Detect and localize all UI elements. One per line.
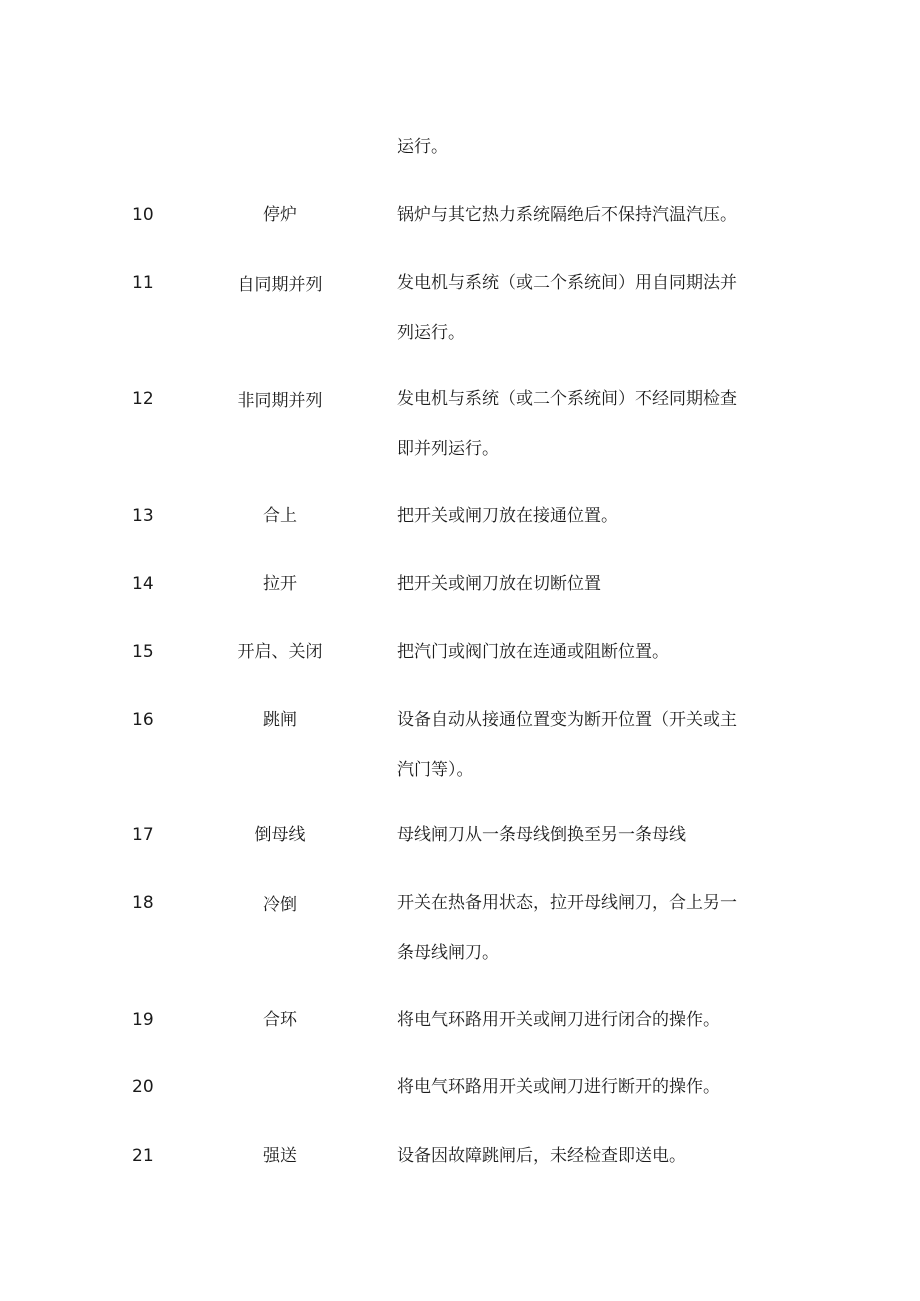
row-term: 拉开	[263, 574, 297, 594]
row-definition: 开关在热备用状态，拉开母线闸刀，合上另一	[397, 893, 737, 913]
row-definition: 设备自动从接通位置变为断开位置（开关或主	[397, 710, 737, 730]
row-number: 18	[132, 893, 154, 913]
row-definition-continued: 条母线闸刀。	[397, 943, 499, 963]
row-term: 跳闸	[263, 710, 297, 730]
row-number: 17	[132, 825, 154, 845]
row-definition: 把开关或闸刀放在切断位置	[397, 574, 601, 594]
row-definition: 发电机与系统（或二个系统间）不经同期检查	[397, 389, 737, 409]
row-term: 开启、关闭	[237, 642, 323, 662]
row-term: 冷倒	[263, 895, 297, 915]
row-number: 15	[132, 642, 154, 662]
row-term: 强送	[263, 1146, 297, 1166]
row-definition: 将电气环路用开关或闸刀进行断开的操作。	[397, 1077, 720, 1097]
row-definition: 把汽门或阀门放在连通或阻断位置。	[397, 642, 669, 662]
row-number: 11	[132, 273, 154, 293]
row-definition: 把开关或闸刀放在接通位置。	[397, 506, 618, 526]
row-definition: 母线闸刀从一条母线倒换至另一条母线	[397, 825, 686, 845]
row-number: 12	[132, 389, 154, 409]
row-number: 21	[132, 1146, 154, 1166]
row-term: 倒母线	[254, 825, 306, 845]
row-term: 停炉	[263, 205, 297, 225]
row-term: 非同期并列	[237, 391, 323, 411]
row-number: 19	[132, 1010, 154, 1030]
row-definition: 将电气环路用开关或闸刀进行闭合的操作。	[397, 1010, 720, 1030]
row-definition-continued: 汽门等）。	[397, 760, 474, 780]
row-number: 14	[132, 574, 154, 594]
row-number: 13	[132, 506, 154, 526]
row-number: 20	[132, 1077, 154, 1097]
row-term: 自同期并列	[237, 275, 323, 295]
row-number: 10	[132, 205, 154, 225]
row-definition-continued: 列运行。	[397, 323, 465, 343]
row-term: 合上	[263, 506, 297, 526]
row-definition-continued: 即并列运行。	[397, 439, 499, 459]
row-definition: 设备因故障跳闸后，未经检查即送电。	[397, 1146, 686, 1166]
row-term: 合环	[263, 1010, 297, 1030]
row-number: 16	[132, 710, 154, 730]
row-definition: 发电机与系统（或二个系统间）用自同期法并	[397, 273, 737, 293]
row-definition: 锅炉与其它热力系统隔绝后不保持汽温汽压。	[397, 205, 737, 225]
continuation-text: 运行。	[397, 137, 448, 157]
